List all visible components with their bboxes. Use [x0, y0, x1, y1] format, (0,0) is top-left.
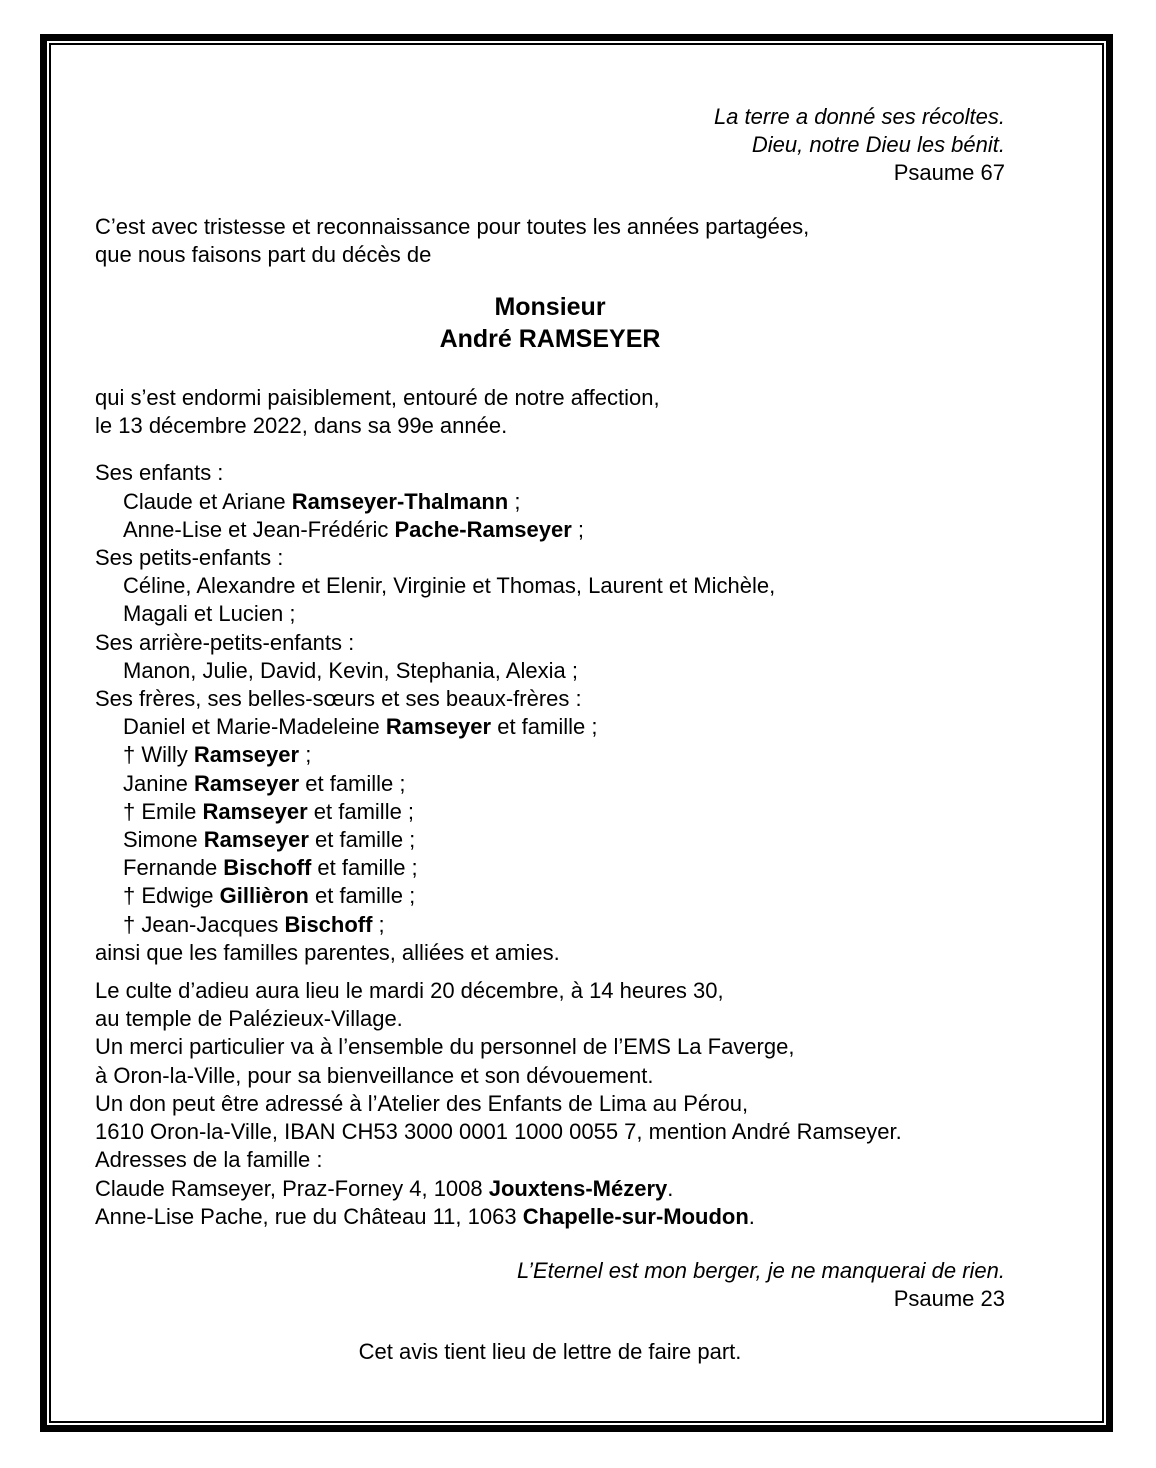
notice-line	[95, 854, 1005, 882]
deceased-salutation: Monsieur	[494, 293, 606, 322]
text-segment: Ramseyer-Thalmann	[291, 488, 509, 514]
text-segment: Ramseyer	[385, 714, 492, 740]
text-segment: Un don peut être adressé à l’Atelier des Enfants de Lima au Pérou,	[95, 1090, 749, 1116]
text-segment: Claude et Ariane	[123, 488, 292, 514]
text-segment: Ramseyer	[193, 770, 300, 796]
notice-line	[95, 1203, 1005, 1231]
notice-line	[95, 488, 1005, 516]
text-segment: Anne-Lise Pache, rue du Château 11, 1063	[95, 1203, 523, 1229]
text-segment: Bischoff	[223, 855, 312, 881]
notice-line	[95, 685, 1005, 713]
text-segment: Manon, Julie, David, Kevin, Stephania, Alexia ;	[123, 657, 578, 683]
notice-line	[95, 600, 1005, 628]
text-segment: ;	[508, 488, 521, 514]
intro-line: que nous faisons part du décès de	[95, 241, 432, 267]
text-segment: Ses arrière-petits-enfants :	[95, 629, 355, 655]
closing-scripture-quote	[95, 1257, 1005, 1313]
notice-line	[95, 1033, 1005, 1061]
notice-line	[95, 1005, 1005, 1033]
text-segment: Chapelle-sur-Moudon	[522, 1203, 749, 1229]
text-segment: Un merci particulier va à l’ensemble du personnel de l’EMS La Faverge,	[95, 1034, 795, 1060]
text-segment: Magali et Lucien ;	[123, 601, 296, 627]
text-segment: † Jean-Jacques	[123, 911, 285, 937]
text-segment: Gillièron	[219, 883, 309, 909]
document-frame-inner-rule	[49, 43, 1104, 1423]
text-segment: et famille ;	[308, 883, 416, 909]
quote-line: La terre a donné ses récoltes.	[713, 104, 1005, 129]
faire-part-notice: Cet avis tient lieu de lettre de faire part.	[358, 1339, 742, 1365]
text-segment: Janine	[123, 770, 194, 796]
text-segment: † Willy	[123, 742, 194, 768]
notice-line	[95, 1175, 1005, 1203]
notice-line	[95, 882, 1005, 910]
notice-line	[95, 939, 1005, 967]
notice-line	[95, 741, 1005, 769]
text-segment: Ses frères, ses belles-sœurs et ses beaux-frères :	[95, 686, 582, 712]
psalm-reference: Psaume 23	[893, 1286, 1005, 1312]
text-segment: Pache-Ramseyer	[394, 516, 572, 542]
text-segment: Céline, Alexandre et Elenir, Virginie et Thomas, Laurent et Michèle,	[123, 573, 776, 599]
notice-line	[95, 770, 1005, 798]
quote-line: L’Eternel est mon berger, je ne manquerai de rien.	[517, 1257, 1005, 1283]
notice-line	[95, 544, 1005, 572]
text-segment: Ramseyer	[193, 742, 300, 768]
notice-line	[95, 713, 1005, 741]
text-segment: Bischoff	[284, 911, 373, 937]
notice-line	[95, 572, 1005, 600]
text-segment: Ses petits-enfants :	[95, 545, 284, 571]
intro-line: C’est avec tristesse et reconnaissance pour toutes les années partagées,	[95, 213, 810, 239]
text-segment: au temple de Palézieux-Village.	[95, 1006, 403, 1032]
text-segment: ;	[372, 911, 385, 937]
text-segment: Daniel et Marie-Madeleine	[123, 714, 386, 740]
psalm-reference: Psaume 67	[893, 160, 1005, 186]
deceased-title-block	[95, 291, 1005, 355]
text-segment: et famille ;	[299, 770, 406, 796]
text-segment: Claude Ramseyer, Praz-Forney 4, 1008	[95, 1175, 489, 1201]
opening-scripture-quote	[95, 103, 1005, 188]
text-segment: Le culte d’adieu aura lieu le mardi 20 décembre, à 14 heures 30,	[95, 978, 724, 1004]
text-segment: Ramseyer	[203, 827, 309, 853]
notice-line	[95, 657, 1005, 685]
text-segment: et famille ;	[491, 714, 598, 740]
notice-line	[95, 1146, 1005, 1174]
death-details	[95, 384, 1005, 440]
text-segment: 1610 Oron-la-Ville, IBAN CH53 3000 0001 1000 0055 7, mention André Ramseyer.	[95, 1119, 902, 1145]
quote-line: Dieu, notre Dieu les bénit.	[751, 132, 1005, 158]
notice-line	[95, 798, 1005, 826]
text-segment: Adresses de la famille :	[95, 1147, 323, 1173]
notice-line	[95, 1062, 1005, 1090]
text-segment: ;	[571, 516, 585, 542]
text-segment: Ses enfants :	[95, 460, 224, 486]
death-line: qui s’est endormi paisiblement, entouré de notre affection,	[95, 385, 660, 411]
notice-line	[95, 911, 1005, 939]
death-notice-content	[51, 45, 1102, 1421]
document-frame	[40, 34, 1113, 1432]
text-segment: et famille ;	[307, 798, 415, 824]
notice-line	[95, 516, 1005, 544]
text-segment: et famille ;	[311, 855, 418, 881]
notice-line	[95, 629, 1005, 657]
text-segment: .	[667, 1175, 674, 1201]
text-segment: ainsi que les familles parentes, alliées et amies.	[95, 939, 560, 965]
text-segment: Simone	[123, 827, 204, 853]
text-segment: † Edwige	[123, 883, 220, 909]
family-list	[95, 459, 1005, 967]
announcement-intro	[95, 213, 1005, 269]
text-segment: Jouxtens-Mézery	[488, 1175, 668, 1201]
text-segment: Ramseyer	[202, 798, 308, 824]
notice-line	[95, 459, 1005, 487]
notice-line	[95, 1090, 1005, 1118]
ceremony-details	[95, 977, 1005, 1231]
notice-line	[95, 977, 1005, 1005]
text-segment: Fernande	[123, 855, 224, 881]
death-line: le 13 décembre 2022, dans sa 99e année.	[95, 413, 508, 439]
notice-line	[95, 826, 1005, 854]
text-segment: .	[748, 1203, 755, 1229]
text-segment: ;	[299, 742, 312, 768]
notice-line	[95, 1118, 1005, 1146]
deceased-name: André RAMSEYER	[439, 325, 661, 354]
text-segment: † Emile	[123, 798, 203, 824]
text-segment: à Oron-la-Ville, pour sa bienveillance et son dévouement.	[95, 1062, 654, 1088]
text-segment: et famille ;	[308, 827, 416, 853]
text-segment: Anne-Lise et Jean-Frédéric	[123, 516, 395, 542]
